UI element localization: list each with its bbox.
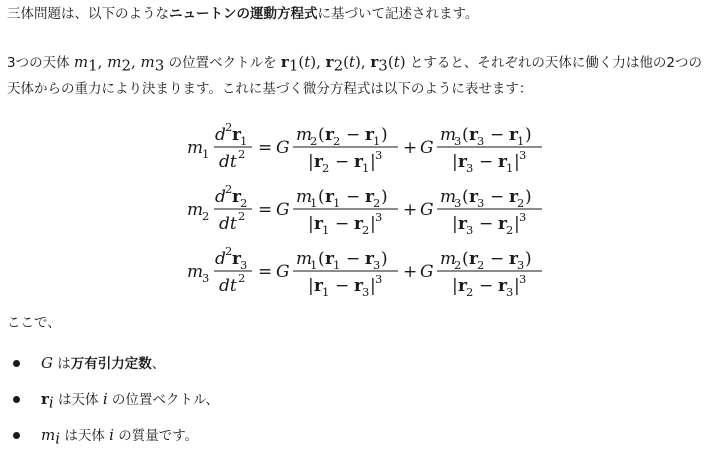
abs-bar: | bbox=[452, 276, 458, 296]
position-vector: r bbox=[458, 214, 467, 234]
abs-bar: | bbox=[514, 276, 520, 296]
mass-symbol: m bbox=[440, 249, 457, 269]
exponent: 2 bbox=[225, 182, 233, 196]
mass-symbol: m bbox=[440, 125, 457, 145]
definition-var: i bbox=[102, 390, 108, 408]
vector-subscript: 2 bbox=[362, 223, 370, 237]
derivative-d: d bbox=[215, 125, 226, 145]
symbol-subscript: i bbox=[48, 393, 54, 412]
context-line-2: 天体からの重力により決まります。これに基づく微分方程式は以下のように表せます： bbox=[7, 81, 533, 97]
position-vector: r bbox=[469, 249, 478, 269]
position-vector: r bbox=[354, 214, 363, 234]
exponent: 3 bbox=[519, 148, 527, 162]
position-vector: r bbox=[498, 152, 507, 172]
vector-subscript: 2 bbox=[322, 161, 330, 175]
definition-text: は bbox=[52, 356, 71, 372]
position-vector: r bbox=[314, 214, 323, 234]
vector-subscript: 3 bbox=[373, 258, 381, 272]
minus-sign: − bbox=[490, 125, 505, 145]
position-vector: r bbox=[458, 276, 467, 296]
plus-sign: + bbox=[403, 200, 418, 220]
abs-bar: | bbox=[370, 152, 376, 172]
intro-bold-term: ニュートンの運動方程式 bbox=[169, 6, 318, 22]
vector-subscript: 2 bbox=[466, 285, 474, 299]
equation-block bbox=[0, 110, 721, 300]
minus-sign: − bbox=[335, 276, 350, 296]
paren-open: ( bbox=[318, 249, 325, 269]
definition-text-end: 、 bbox=[151, 356, 166, 372]
position-vector: r bbox=[325, 187, 334, 207]
position-vector: r bbox=[458, 152, 467, 172]
paren-close: ) bbox=[381, 187, 388, 207]
exponent: 2 bbox=[225, 244, 233, 258]
vector-subscript: 1 bbox=[322, 223, 330, 237]
paren-close: ) bbox=[381, 249, 388, 269]
definition-text: は天体 bbox=[53, 392, 103, 408]
symbol-g: G bbox=[41, 354, 53, 372]
mass-subscript: 1 bbox=[310, 258, 318, 272]
mass-subscript: 1 bbox=[310, 196, 318, 210]
abs-bar: | bbox=[452, 214, 458, 234]
mass-symbol: m bbox=[187, 200, 204, 220]
definition-text-end: の位置ベクトル、 bbox=[107, 392, 219, 408]
intro-paragraph bbox=[7, 3, 478, 25]
vector-subscript: 3 bbox=[517, 258, 525, 272]
equals-sign: = bbox=[258, 262, 273, 282]
mass-subscript: 2 bbox=[454, 258, 462, 272]
mass-symbol: m bbox=[296, 187, 313, 207]
mass-symbol: m bbox=[187, 262, 204, 282]
derivative-dt: dt bbox=[219, 276, 237, 296]
minus-sign: − bbox=[335, 152, 350, 172]
paren-close: ) bbox=[525, 125, 532, 145]
abs-bar: | bbox=[370, 214, 376, 234]
abs-bar: | bbox=[308, 152, 314, 172]
position-vector: r bbox=[325, 125, 334, 145]
vector-subscript: 1 bbox=[362, 161, 370, 175]
definition-list bbox=[0, 345, 721, 453]
position-vector: r bbox=[232, 125, 241, 145]
paren-open: ( bbox=[462, 125, 469, 145]
exponent: 3 bbox=[375, 272, 383, 286]
symbol-r: r bbox=[41, 390, 49, 408]
position-vector: r bbox=[314, 152, 323, 172]
mass-subscript: 3 bbox=[454, 196, 462, 210]
minus-sign: − bbox=[479, 214, 494, 234]
definition-item-r bbox=[0, 381, 721, 417]
position-vector: r bbox=[509, 187, 518, 207]
position-vector: r bbox=[314, 276, 323, 296]
position-vector: r bbox=[365, 125, 374, 145]
position-vector: r bbox=[325, 249, 334, 269]
position-vector: r bbox=[509, 125, 518, 145]
exponent: 2 bbox=[225, 120, 233, 134]
paren-close: ) bbox=[525, 249, 532, 269]
gravity-constant: G bbox=[276, 138, 290, 158]
plus-sign: + bbox=[403, 262, 418, 282]
derivative-d: d bbox=[215, 187, 226, 207]
intro-text-2: に基づいて記述されます。 bbox=[317, 6, 479, 22]
vector-subscript: 1 bbox=[333, 196, 341, 210]
vector-subscript: 3 bbox=[362, 285, 370, 299]
bullet-icon bbox=[13, 432, 20, 439]
gravity-constant: G bbox=[420, 200, 434, 220]
derivative-d: d bbox=[215, 249, 226, 269]
abs-bar: | bbox=[308, 214, 314, 234]
abs-bar: | bbox=[514, 214, 520, 234]
paren-open: ( bbox=[318, 125, 325, 145]
vector-subscript: 1 bbox=[506, 161, 514, 175]
definition-text-end: の質量です。 bbox=[113, 428, 199, 444]
minus-sign: − bbox=[346, 249, 361, 269]
mass-subscript: 3 bbox=[454, 134, 462, 148]
context-text-2: の位置ベクトルを bbox=[164, 55, 281, 71]
definition-text: は天体 bbox=[60, 428, 110, 444]
bullet-icon bbox=[13, 360, 20, 367]
position-vector: r bbox=[354, 152, 363, 172]
paren-close: ) bbox=[381, 125, 388, 145]
vector-subscript: 2 bbox=[333, 134, 341, 148]
minus-sign: − bbox=[490, 249, 505, 269]
vector-subscript: 3 bbox=[477, 134, 485, 148]
definition-item-g bbox=[0, 345, 721, 381]
vector-subscript: 2 bbox=[373, 196, 381, 210]
vector-subscript: 2 bbox=[477, 258, 485, 272]
paren-close: ) bbox=[525, 187, 532, 207]
context-paragraph bbox=[7, 49, 702, 103]
vector-subscript: 3 bbox=[506, 285, 514, 299]
vector-subscript: 3 bbox=[466, 161, 474, 175]
minus-sign: − bbox=[479, 276, 494, 296]
equals-sign: = bbox=[258, 138, 273, 158]
paren-open: ( bbox=[318, 187, 325, 207]
vector-subscript: 3 bbox=[466, 223, 474, 237]
position-vector: r bbox=[498, 276, 507, 296]
vector-subscript: 1 bbox=[517, 134, 525, 148]
vector-subscript: 2 bbox=[506, 223, 514, 237]
math-positions: $r_1(t)$, $r_2(t)$, $r_3(t)$ bbox=[280, 53, 406, 75]
position-vector: r bbox=[469, 125, 478, 145]
mass-subscript: 1 bbox=[202, 147, 210, 161]
mass-symbol: m bbox=[296, 249, 313, 269]
definition-var: i bbox=[109, 426, 114, 444]
exponent: 3 bbox=[519, 210, 527, 224]
exponent: 3 bbox=[519, 272, 527, 286]
bullet-icon bbox=[13, 396, 20, 403]
minus-sign: − bbox=[346, 125, 361, 145]
exponent: 2 bbox=[238, 271, 246, 285]
position-vector: r bbox=[232, 249, 241, 269]
context-text-1: 3つの天体 bbox=[7, 55, 74, 71]
position-vector: r bbox=[365, 249, 374, 269]
vector-subscript: 3 bbox=[477, 196, 485, 210]
minus-sign: − bbox=[479, 152, 494, 172]
plus-sign: + bbox=[403, 138, 418, 158]
exponent: 2 bbox=[238, 147, 246, 161]
mass-subscript: 3 bbox=[202, 271, 210, 285]
gravity-constant: G bbox=[420, 138, 434, 158]
position-vector: r bbox=[365, 187, 374, 207]
paren-open: ( bbox=[462, 249, 469, 269]
abs-bar: | bbox=[452, 152, 458, 172]
vector-subscript: 2 bbox=[517, 196, 525, 210]
paren-open: ( bbox=[462, 187, 469, 207]
vector-subscript: 3 bbox=[240, 258, 248, 272]
intro-text-1: 三体問題は、以下のような bbox=[7, 6, 169, 22]
exponent: 2 bbox=[238, 209, 246, 223]
symbol-m: m bbox=[41, 426, 56, 444]
abs-bar: | bbox=[308, 276, 314, 296]
gravity-constant: G bbox=[276, 200, 290, 220]
mass-subscript: 2 bbox=[310, 134, 318, 148]
mass-symbol: m bbox=[296, 125, 313, 145]
definition-bold-term: 万有引力定数 bbox=[70, 356, 152, 372]
position-vector: r bbox=[469, 187, 478, 207]
math-masses: $m_1$, $m_2$, $m_3$ bbox=[73, 53, 165, 75]
mass-symbol: m bbox=[187, 138, 204, 158]
position-vector: r bbox=[354, 276, 363, 296]
symbol-subscript: i bbox=[55, 429, 61, 448]
here-label: ここで、 bbox=[7, 315, 61, 331]
vector-subscript: 1 bbox=[333, 258, 341, 272]
abs-bar: | bbox=[514, 152, 520, 172]
gravity-constant: G bbox=[276, 262, 290, 282]
position-vector: r bbox=[232, 187, 241, 207]
context-line-1 bbox=[7, 49, 702, 76]
vector-subscript: 1 bbox=[322, 285, 330, 299]
position-vector: r bbox=[498, 214, 507, 234]
derivative-dt: dt bbox=[219, 214, 237, 234]
derivative-dt: dt bbox=[219, 152, 237, 172]
minus-sign: − bbox=[335, 214, 350, 234]
context-text-3: とすると、それぞれの天体に働く力は他の2つの bbox=[405, 55, 702, 71]
vector-subscript: 1 bbox=[373, 134, 381, 148]
definition-item-m bbox=[0, 417, 721, 453]
gravity-constant: G bbox=[420, 262, 434, 282]
minus-sign: − bbox=[490, 187, 505, 207]
exponent: 3 bbox=[375, 148, 383, 162]
vector-subscript: 1 bbox=[240, 134, 248, 148]
equals-sign: = bbox=[258, 200, 273, 220]
mass-symbol: m bbox=[440, 187, 457, 207]
abs-bar: | bbox=[370, 276, 376, 296]
minus-sign: − bbox=[346, 187, 361, 207]
position-vector: r bbox=[509, 249, 518, 269]
vector-subscript: 2 bbox=[240, 196, 248, 210]
mass-subscript: 2 bbox=[202, 209, 210, 223]
exponent: 3 bbox=[375, 210, 383, 224]
